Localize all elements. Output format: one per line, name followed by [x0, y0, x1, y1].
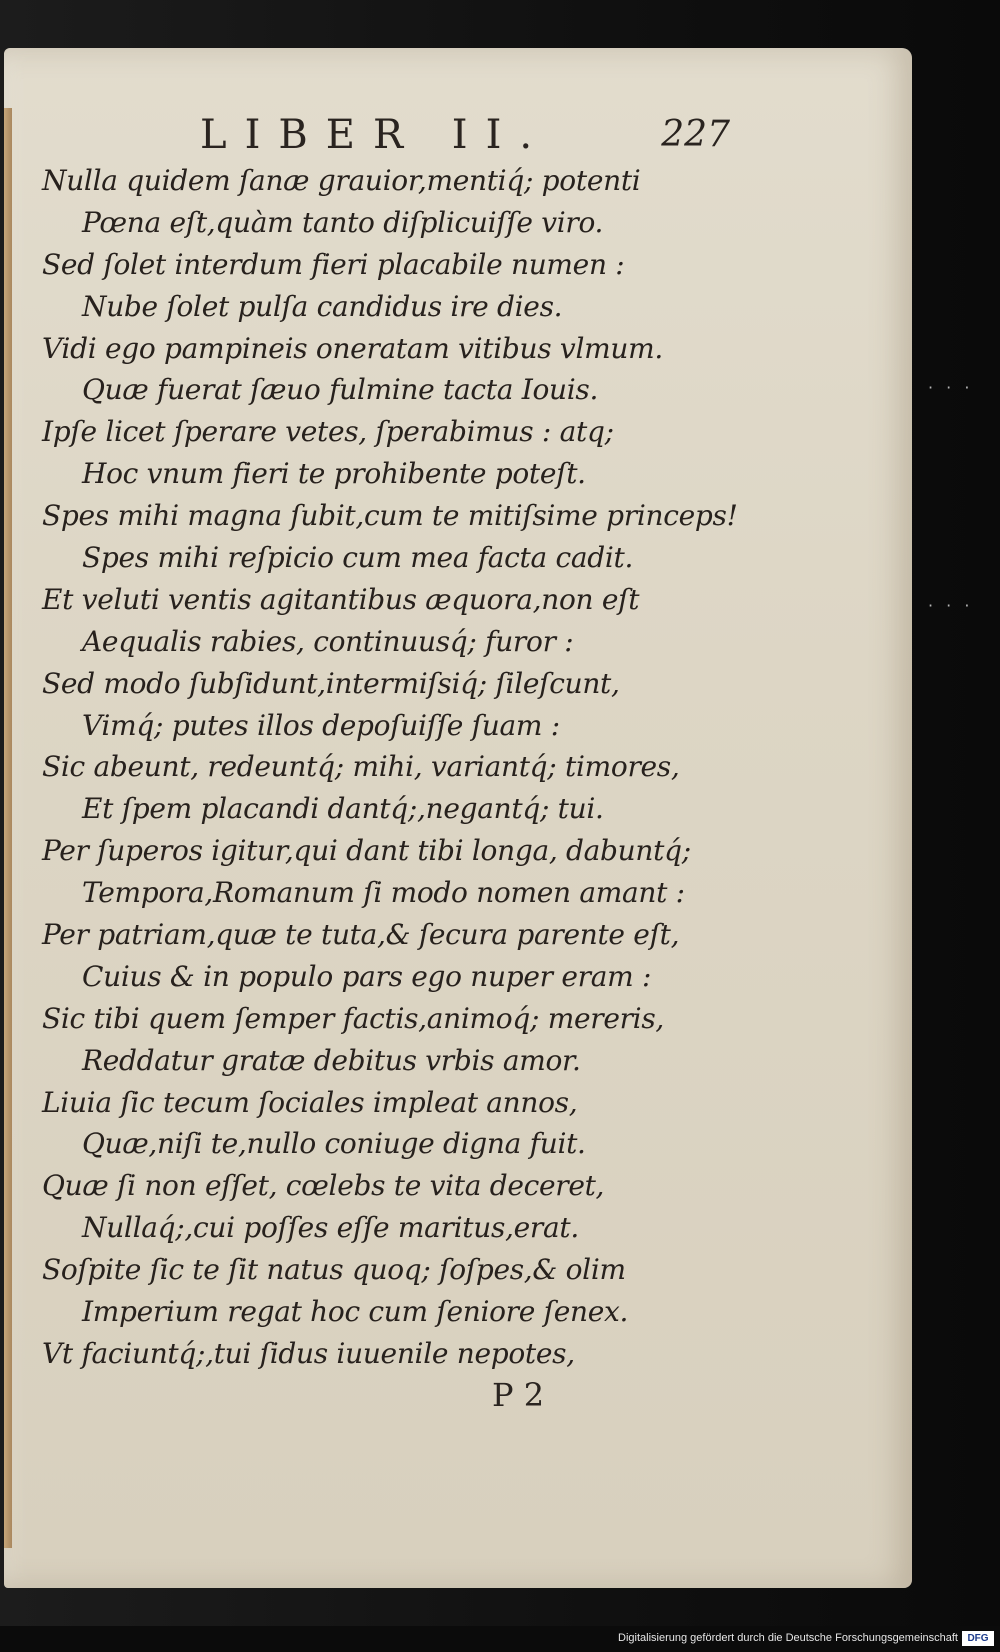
footer-bar [0, 1626, 1000, 1652]
verse-line: Soſpite ſic te ſit natus quoq; ſoſpes,& olim [42, 1253, 626, 1287]
verse-line: Aequalis rabies, continuusq́; furor : [82, 624, 574, 658]
verse-line: Sic tibi quem ſemper factis,animoq́; mereris, [42, 1001, 664, 1035]
verse-line: Vidi ego pampineis oneratam vitibus vlmum. [42, 331, 663, 365]
page-edge [4, 108, 12, 1548]
verse-line: Hoc vnum fieri te prohibente poteſt. [82, 457, 586, 491]
verse-line: Per ſuperos igitur,qui dant tibi longa, dabuntq́; [42, 834, 691, 868]
verse-line: Pœna eſt,quàm tanto diſplicuiſſe viro. [82, 205, 604, 239]
verse-line: Nube ſolet pulſa candidus ire dies. [82, 289, 563, 323]
footer-credit: Digitalisierung gefördert durch die Deutsche Forschungsgemeinschaft [618, 1632, 958, 1644]
verse-line: Vt faciuntq́;,tui ſidus iuuenile nepotes, [42, 1336, 575, 1370]
margin-dots: · · · [928, 378, 974, 397]
margin-dots: · · · [928, 596, 974, 615]
verse-line: Et ſpem placandi dantq́;,negantq́; tui. [82, 792, 604, 826]
verse-line: Spes mihi reſpicio cum mea facta cadit. [82, 541, 634, 575]
page-number: 227 [661, 114, 730, 155]
page-header [190, 112, 750, 166]
verse-line: Per patriam,quæ te tuta,& ſecura parente eſt, [42, 918, 680, 952]
verse-line: Vimq́; putes illos depoſuiſſe ſuam : [82, 708, 560, 742]
signature-mark: P 2 [492, 1376, 545, 1414]
verse-line: Tempora,Romanum ſi modo nomen amant : [82, 876, 685, 910]
verse-line: Sed ſolet interdum fieri placabile numen : [42, 247, 625, 281]
verse-line: Et veluti ventis agitantibus æquora,non eſt [42, 582, 640, 616]
verse-line: Nulla quidem ſanæ grauior,mentiq́; potenti [42, 164, 641, 197]
dfg-logo: DFG [962, 1631, 994, 1646]
verse-text [42, 160, 738, 1375]
verse-line: Imperium regat hoc cum ſeniore ſenex. [82, 1295, 629, 1329]
verse-line: Spes mihi magna ſubit,cum te mitiſsime princeps! [42, 499, 738, 533]
verse-line: Sed modo ſubſidunt,intermiſsiq́; ſileſcunt, [42, 666, 620, 700]
verse-line: Cuius & in populo pars ego nuper eram : [82, 959, 652, 993]
verse-line: Quæ fuerat ſæuo fulmine tacta Iouis. [82, 373, 599, 407]
verse-line: Quæ ſi non eſſet, cœlebs te vita deceret, [42, 1169, 605, 1203]
verse-line: Sic abeunt, redeuntq́; mihi, variantq́; timores, [42, 750, 680, 784]
verse-line: Quæ,niſi te,nullo coniuge digna fuit. [82, 1127, 586, 1161]
verse-line: Reddatur gratæ debitus vrbis amor. [82, 1043, 581, 1077]
verse-line: Ipſe licet ſperare vetes, ſperabimus : atq; [42, 415, 614, 449]
running-title: LIBER II. [200, 112, 551, 158]
verse-line: Nullaq́;,cui poſſes eſſe maritus,erat. [82, 1211, 579, 1245]
verse-line: Liuia ſic tecum ſociales impleat annos, [42, 1085, 578, 1119]
